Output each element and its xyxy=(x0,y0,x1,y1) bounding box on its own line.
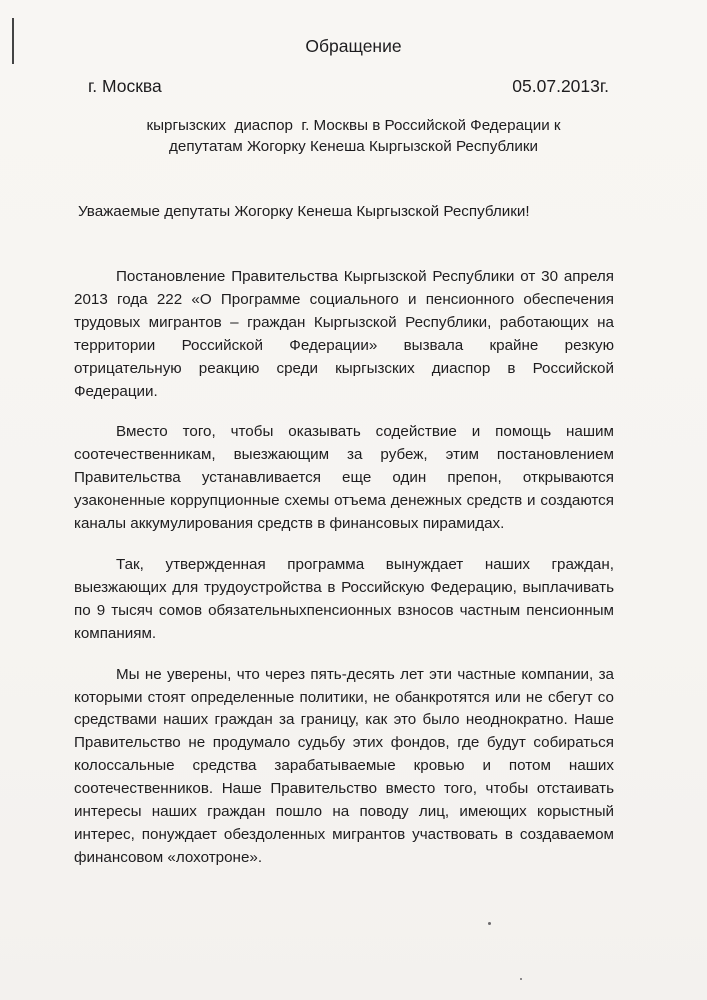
paragraph: Постановление Правительства Кыргызской Республики от 30 апреля 2013 года 222 «О Программе социального и пенсионного обеспечения трудовых мигрантов – граждан Кыргызской Республики, работающих на территории Российской Федерации» вызвала крайне резкую отрицательную реакцию среди кыргызских диаспор в Российской Федерации. xyxy=(74,268,614,400)
salutation: Уважаемые депутаты Жогорку Кенеша Кыргызской Республики! xyxy=(78,203,530,220)
subtitle-line-1: кыргызских диаспор г. Москвы в Российской Федерации к xyxy=(146,117,561,134)
paragraph: Вместо того, чтобы оказывать содействие и помощь нашим соотечественникам, выезжающим за рубеж, этим постановлением Правительства устанавливается еще один препон, открываются узаконенные коррупционные схемы отъема денежных средств и создаются каналы аккумулирования средств в финансовых пирамидах. xyxy=(74,423,614,533)
document-title: Обращение xyxy=(305,36,402,56)
paper-speck xyxy=(520,978,522,980)
document-date: 05.07.2013г. xyxy=(512,76,609,96)
paragraph: Так, утвержденная программа вынуждает наших граждан, выезжающих для трудоустройства в Российскую Федерацию, выплачивать по 9 тысяч сомов обязательныхпенсионных взносов частным пенсионным компаниям. xyxy=(74,555,614,642)
document-body xyxy=(74,266,614,888)
subtitle-line-2: депутатам Жогорку Кенеша Кыргызской Республики xyxy=(169,138,538,155)
document-subtitle xyxy=(0,115,707,157)
document-city: г. Москва xyxy=(88,76,162,96)
paper-speck xyxy=(488,922,491,925)
paragraph: Мы не уверены, что через пять-десять лет эти частные компании, за которыми стоят определенные политики, не обанкротятся или не сбегут со средствами наших граждан за границу, как это было неоднократно. Наше Правительство не продумало судьбу этих фондов, где будут собираться колоссальные средства зарабатываемые кровью и потом наших соотечественников. Наше Правительство вместо того, чтобы отстаивать интересы наших граждан пошло на поводу лиц, имеющих корыстный интерес, понуждает обездоленных мигрантов участвовать в создаваемом финансовом «лохотроне». xyxy=(74,665,614,866)
